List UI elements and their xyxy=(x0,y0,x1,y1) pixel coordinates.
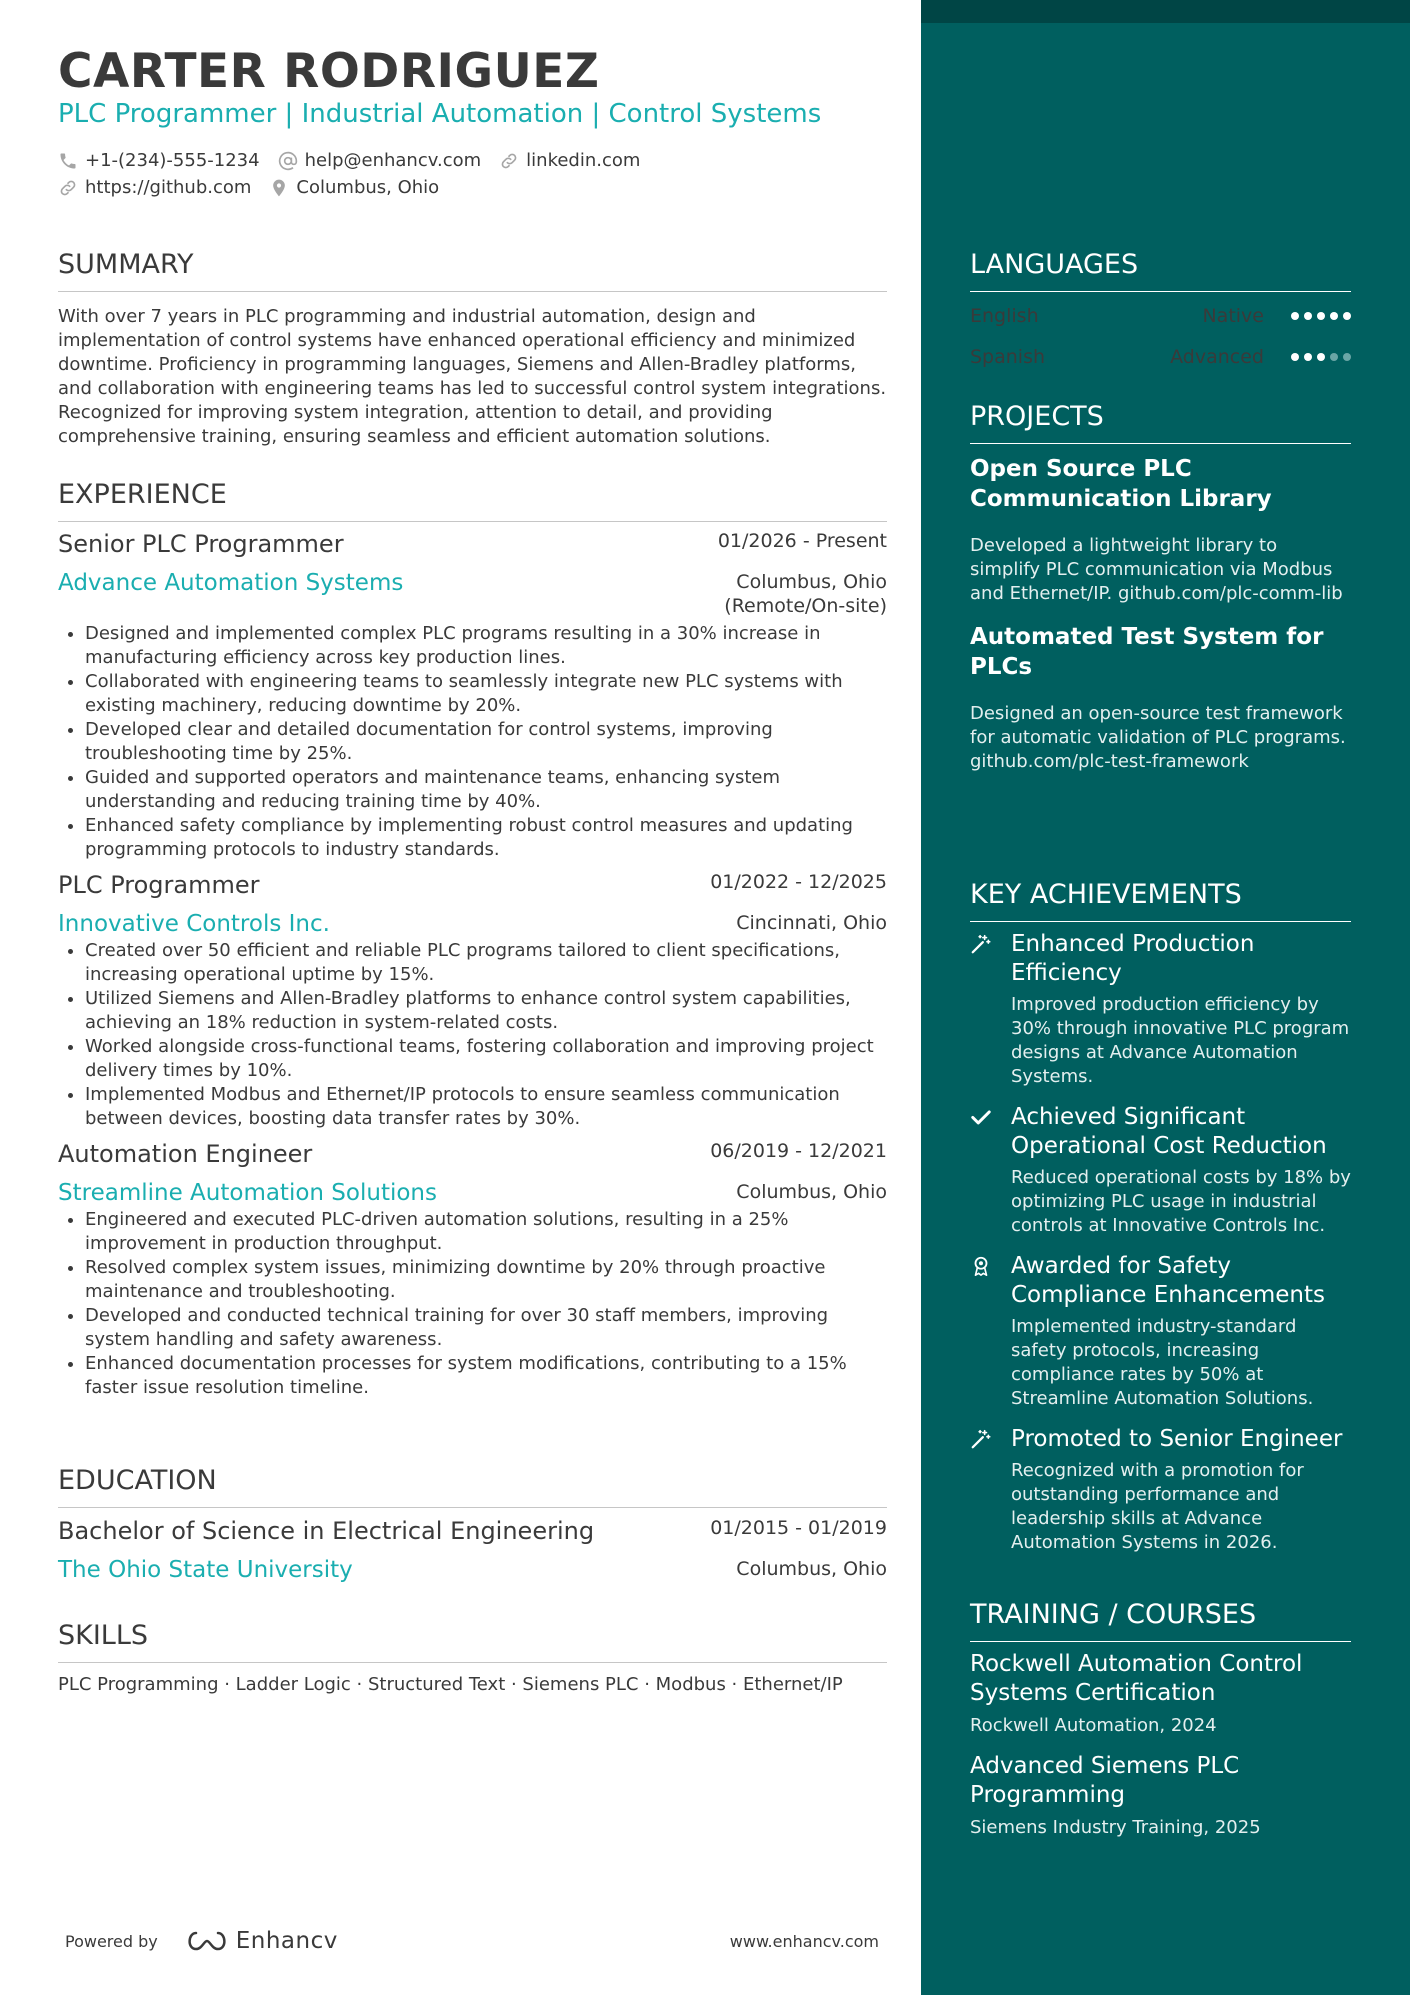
linkedin-text[interactable]: linkedin.com xyxy=(526,150,641,171)
achievement-description: Implemented industry-standard safety protocols, increasing compliance rates by 50% at Streamline Automation Solutions. xyxy=(1011,1316,1314,1409)
achievement-item xyxy=(970,930,1351,1089)
list-item: • Collaborated with engineering teams to seamlessly integrate new PLC systems with existing machinery, reducing downtime by 20%. xyxy=(85,670,887,718)
proficiency-dot xyxy=(1291,312,1299,320)
skills-section xyxy=(58,1620,887,1695)
course-item xyxy=(970,1752,1351,1840)
award-medal-icon xyxy=(970,1255,992,1277)
achievement-item xyxy=(970,1425,1351,1555)
proficiency-dot xyxy=(1330,312,1338,320)
job-entry xyxy=(58,530,887,862)
magic-wand-icon xyxy=(970,1428,992,1450)
contact-phone xyxy=(58,150,260,171)
summary-text: With over 7 years in PLC programming and industrial automation, design and implementation of control systems have enhanced operational efficiency and minimized downtime. Proficiency in programming languages, Siemens and Allen-Bradley platforms, and collaboration with engineering teams has led to successful control system integrations. Recognized for improving system integration, attention to detail, and providing comprehensive training, ensuring seamless and efficient automation solutions. xyxy=(58,306,887,447)
section-title-languages: LANGUAGES xyxy=(970,249,1351,292)
project-title: Open Source PLC Communication Library xyxy=(970,456,1272,512)
location-text: Columbus, Ohio xyxy=(296,177,440,198)
language-name: Spanish xyxy=(970,345,1046,368)
training-section xyxy=(970,1599,1351,1840)
contact-email xyxy=(278,150,482,171)
list-item: • Utilized Siemens and Allen-Bradley platforms to enhance control system capabilities, achieving an 18% reduction in system-related costs. xyxy=(85,987,887,1035)
list-item: • Resolved complex system issues, minimizing downtime by 20% through proactive maintenance and troubleshooting. xyxy=(85,1256,887,1304)
achievement-title: Achieved Significant Operational Cost Reduction xyxy=(1011,1104,1327,1159)
education-section xyxy=(58,1465,887,1583)
proficiency-dot xyxy=(1317,312,1325,320)
summary-section xyxy=(58,249,887,449)
course-item xyxy=(970,1650,1351,1738)
project-item xyxy=(970,454,1351,606)
link-icon xyxy=(58,178,78,198)
phone-text[interactable]: +1-(234)-555-1234 xyxy=(85,150,260,171)
achievement-description: Reduced operational costs by 18% by optimizing PLC usage in industrial controls at Innovative Controls Inc. xyxy=(1011,1167,1351,1236)
list-item: • Guided and supported operators and maintenance teams, enhancing system understanding and reducing training time by 40%. xyxy=(85,766,887,814)
project-item xyxy=(970,622,1351,774)
powered-by xyxy=(65,1928,338,1954)
achievements-section xyxy=(970,879,1351,1555)
language-level: Advanced xyxy=(1170,345,1264,368)
section-title-training: TRAINING / COURSES xyxy=(970,1599,1351,1642)
checkmark-icon xyxy=(970,1106,992,1128)
proficiency-dot xyxy=(1343,312,1351,320)
job-entry xyxy=(58,1140,887,1400)
language-item xyxy=(970,336,1351,377)
achievement-description: Improved production efficiency by 30% through innovative PLC program designs at Advance Automation Systems. xyxy=(1011,994,1350,1087)
list-item: • Created over 50 efficient and reliable PLC programs tailored to client specifications, increasing operational uptime by 15%. xyxy=(85,939,887,987)
list-item: • Implemented Modbus and Ethernet/IP protocols to ensure seamless communication between devices, boosting data transfer rates by 30%. xyxy=(85,1083,887,1131)
phone-icon xyxy=(58,151,78,171)
section-title-skills: SKILLS xyxy=(58,1620,887,1663)
language-level: Native xyxy=(1202,304,1264,327)
proficiency-dots xyxy=(1286,312,1351,320)
experience-section xyxy=(58,479,887,1400)
job-location: Columbus, Ohio xyxy=(736,1181,887,1203)
proficiency-dot xyxy=(1304,353,1312,361)
school-name: The Ohio State University xyxy=(58,1557,353,1583)
footer xyxy=(65,1928,879,1954)
list-item: • Enhanced safety compliance by implementing robust control measures and updating programming protocols to industry standards. xyxy=(85,814,887,862)
job-dates: 06/2019 - 12/2021 xyxy=(710,1140,887,1162)
project-description: Developed a lightweight library to simplify PLC communication via Modbus and Ethernet/IP. github.com/plc-comm-lib xyxy=(970,535,1343,604)
proficiency-dot xyxy=(1343,353,1351,361)
course-title: Rockwell Automation Control Systems Certification xyxy=(970,1651,1303,1706)
proficiency-dot xyxy=(1304,312,1312,320)
brand-name: Enhancv xyxy=(235,1928,338,1954)
at-sign-icon xyxy=(278,151,298,171)
enhancv-logo-icon xyxy=(184,1929,230,1953)
headline: PLC Programmer | Industrial Automation | Control Systems xyxy=(58,99,822,129)
candidate-name: CARTER RODRIGUEZ xyxy=(58,44,600,99)
list-item: • Worked alongside cross-functional teams, fostering collaboration and improving project delivery times by 10%. xyxy=(85,1035,887,1083)
job-title: PLC Programmer xyxy=(58,871,260,899)
achievement-title: Enhanced Production Efficiency xyxy=(1011,931,1255,986)
list-item: • Enhanced documentation processes for system modifications, contributing to a 15% faster issue resolution timeline. xyxy=(85,1352,887,1400)
github-text[interactable]: https://github.com xyxy=(85,177,252,198)
achievement-item xyxy=(970,1252,1351,1411)
school-location: Columbus, Ohio xyxy=(736,1558,887,1580)
link-icon xyxy=(499,151,519,171)
section-title-projects: PROJECTS xyxy=(970,401,1351,444)
job-dates: 01/2026 - Present xyxy=(717,530,887,552)
enhancv-logo[interactable] xyxy=(184,1928,338,1954)
achievement-description: Recognized with a promotion for outstanding performance and leadership skills at Advance Automation Systems in 2026. xyxy=(1011,1460,1304,1553)
job-location: Cincinnati, Ohio xyxy=(736,912,887,934)
contact-github xyxy=(58,177,251,198)
section-title-achievements: KEY ACHIEVEMENTS xyxy=(970,879,1351,922)
list-item: • Designed and implemented complex PLC programs resulting in a 30% increase in manufacturing efficiency across key production lines. xyxy=(85,622,887,670)
achievement-title: Awarded for Safety Compliance Enhancements xyxy=(1011,1253,1325,1308)
email-text[interactable]: help@enhancv.com xyxy=(304,150,482,171)
job-company: Innovative Controls Inc. xyxy=(58,911,330,937)
course-title: Advanced Siemens PLC Programming xyxy=(970,1753,1240,1808)
job-title: Automation Engineer xyxy=(58,1140,313,1168)
proficiency-dots xyxy=(1286,353,1351,361)
job-location-city: Columbus, Ohio xyxy=(736,571,887,593)
contact-linkedin xyxy=(499,150,640,171)
proficiency-dot xyxy=(1291,353,1299,361)
location-pin-icon xyxy=(269,178,289,198)
course-provider: Rockwell Automation, 2024 xyxy=(970,1715,1217,1736)
projects-section xyxy=(970,401,1351,774)
languages-section xyxy=(970,249,1351,377)
job-bullets xyxy=(58,622,887,862)
contact-location xyxy=(269,177,439,198)
section-title-experience: EXPERIENCE xyxy=(58,479,887,522)
job-bullets xyxy=(58,939,887,1131)
language-item xyxy=(970,295,1351,336)
education-dates: 01/2015 - 01/2019 xyxy=(710,1517,887,1539)
powered-by-label: Powered by xyxy=(65,1931,158,1951)
job-company: Streamline Automation Solutions xyxy=(58,1180,437,1206)
achievement-title: Promoted to Senior Engineer xyxy=(1011,1426,1343,1452)
job-bullets xyxy=(58,1208,887,1400)
list-item: • Developed clear and detailed documentation for control systems, improving troubleshooting time by 25%. xyxy=(85,718,887,766)
magic-wand-icon xyxy=(970,933,992,955)
degree-title: Bachelor of Science in Electrical Engineering xyxy=(58,1517,595,1545)
section-title-education: EDUCATION xyxy=(58,1465,887,1508)
job-dates: 01/2022 - 12/2025 xyxy=(710,871,887,893)
job-title: Senior PLC Programmer xyxy=(58,530,344,558)
website-link[interactable]: www.enhancv.com xyxy=(729,1931,879,1951)
list-item: • Developed and conducted technical training for over 30 staff members, improving system handling and safety awareness. xyxy=(85,1304,887,1352)
section-title-summary: SUMMARY xyxy=(58,249,887,292)
skills-list: PLC Programming · Ladder Logic · Structured Text · Siemens PLC · Modbus · Ethernet/IP xyxy=(58,1674,843,1695)
project-title: Automated Test System for PLCs xyxy=(970,624,1324,680)
job-company: Advance Automation Systems xyxy=(58,570,404,596)
proficiency-dot xyxy=(1330,353,1338,361)
language-name: English xyxy=(970,304,1039,327)
course-provider: Siemens Industry Training, 2025 xyxy=(970,1817,1261,1838)
sidebar-top-bar xyxy=(921,0,1410,23)
job-location xyxy=(724,570,887,618)
list-item: • Engineered and executed PLC-driven automation solutions, resulting in a 25% improvement in production throughput. xyxy=(85,1208,887,1256)
achievement-item xyxy=(970,1103,1351,1238)
job-location-note: (Remote/On-site) xyxy=(724,595,887,617)
job-entry xyxy=(58,871,887,1131)
project-description: Designed an open-source test framework for automatic validation of PLC programs. github.com/plc-test-framework xyxy=(970,703,1346,772)
proficiency-dot xyxy=(1317,353,1325,361)
contact-info xyxy=(58,147,888,201)
